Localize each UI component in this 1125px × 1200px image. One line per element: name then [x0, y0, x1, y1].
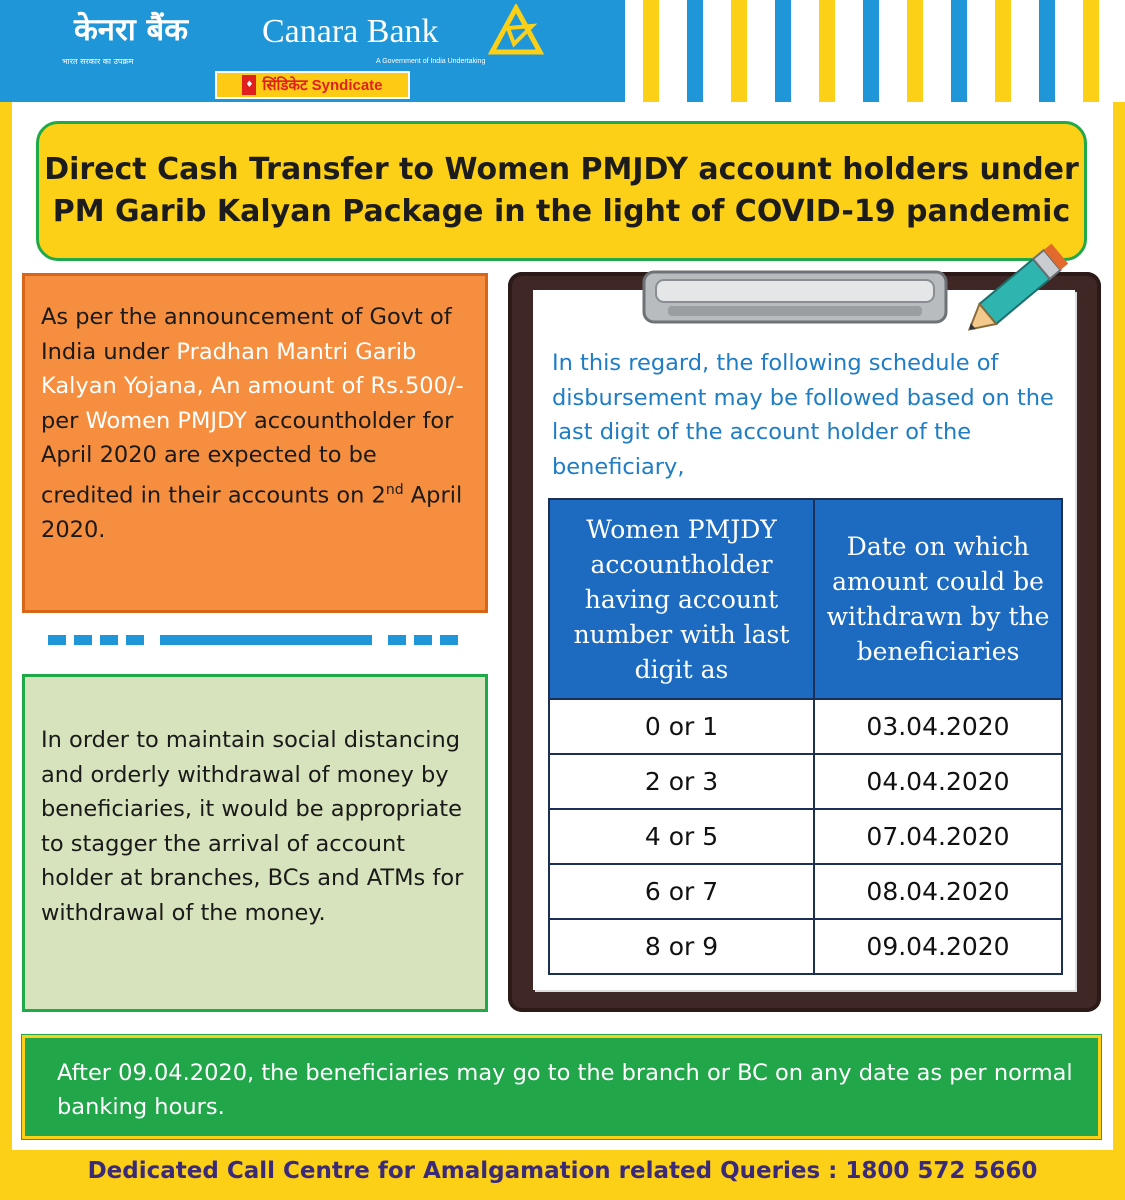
- syndicate-badge: [215, 71, 410, 99]
- women-pmjdy-text: Women PMJDY: [85, 407, 247, 434]
- announcement-text-4: accountholder for April 2020 are expected to be credited in their accounts on 2: [41, 407, 454, 508]
- digit-cell: 6 or 7: [549, 864, 814, 919]
- title-line-2: PM Garib Kalyan Package in the light of COVID-19 pandemic: [52, 194, 1071, 229]
- date-cell: 04.04.2020: [814, 754, 1062, 809]
- syndicate-label: सिंडिकेट Syndicate: [262, 77, 383, 94]
- digit-cell: 2 or 3: [549, 754, 814, 809]
- logo-english-text: Canara Bank: [262, 13, 439, 50]
- syndicate-emblem-icon: ♦: [242, 75, 256, 95]
- dash-divider: [48, 632, 468, 651]
- ordinal-suffix: nd: [385, 481, 404, 498]
- table-row: [549, 809, 1062, 864]
- date-cell: 03.04.2020: [814, 699, 1062, 754]
- date-cell: 08.04.2020: [814, 864, 1062, 919]
- title-box: [36, 121, 1087, 261]
- table-header-row: [549, 499, 1062, 699]
- announcement-text-3: per: [41, 407, 86, 434]
- announcement-text-2: , An amount of: [196, 373, 371, 399]
- normal-hours-note: [22, 1035, 1101, 1139]
- logo-hindi-text: केनरा बैंक: [74, 12, 189, 48]
- table-row: [549, 699, 1062, 754]
- table-row: [549, 864, 1062, 919]
- logo-hindi-subtitle: भारत सरकार का उपक्रम: [62, 57, 134, 66]
- canara-emblem-icon: [488, 4, 544, 64]
- digit-cell: 0 or 1: [549, 699, 814, 754]
- date-cell: 09.04.2020: [814, 919, 1062, 974]
- header-account-digit: Women PMJDY accountholder having account number with last digit as: [549, 499, 814, 699]
- table-row: [549, 754, 1062, 809]
- decorative-stripes: [625, 0, 1125, 102]
- scheme-name: Pradhan Mantri Garib Kalyan Yojana: [41, 338, 417, 399]
- date-cell: 07.04.2020: [814, 809, 1062, 864]
- announcement-box: [22, 273, 488, 613]
- clipboard-clip-icon: [640, 258, 950, 342]
- social-distancing-text: In order to maintain social distancing and orderly withdrawal of money by beneficiaries, it would be appropriate to stagger the arrival of account holder at branches, BCs and ATMs for withdrawal of the money.: [41, 727, 464, 926]
- digit-cell: 8 or 9: [549, 919, 814, 974]
- header-withdrawal-date: Date on which amount could be withdrawn by the beneficiaries: [814, 499, 1062, 699]
- social-distancing-box: [22, 674, 488, 1012]
- schedule-intro-text: In this regard, the following schedule of disbursement may be followed based on the last digit of the account holder of the beneficiary,: [552, 350, 1054, 480]
- amount-text: Rs.500/-: [370, 373, 464, 399]
- table-row: [549, 919, 1062, 974]
- schedule-table: [548, 498, 1063, 975]
- announcement-text-1: As per the announcement of Govt of India under: [41, 304, 452, 365]
- call-centre-footer: Dedicated Call Centre for Amalgamation related Queries : 1800 572 5660: [87, 1158, 1038, 1184]
- logo-english-subtitle: A Government of India Undertaking: [376, 58, 486, 65]
- normal-hours-text: After 09.04.2020, the beneficiaries may go to the branch or BC on any date as per normal banking hours.: [57, 1060, 1073, 1120]
- pencil-icon: [960, 232, 1080, 346]
- digit-cell: 4 or 5: [549, 809, 814, 864]
- title-line-1: Direct Cash Transfer to Women PMJDY account holders under: [44, 152, 1079, 187]
- announcement-text-5: April 2020.: [41, 482, 463, 543]
